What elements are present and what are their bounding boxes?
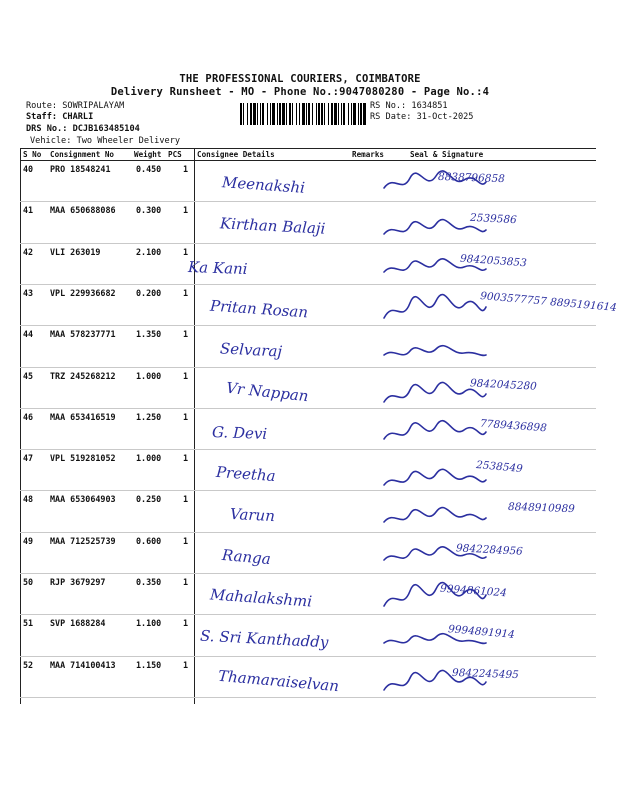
row-consignment-no: MAA 714100413 bbox=[50, 659, 116, 670]
barcode-bar bbox=[343, 103, 345, 125]
row-signature-handwriting: 9842245495 bbox=[451, 666, 520, 681]
barcode-bar bbox=[321, 103, 323, 125]
barcode-bar bbox=[316, 103, 317, 125]
rs-number: RS No.: 1634851 bbox=[370, 101, 448, 111]
barcode-bar bbox=[260, 103, 261, 125]
row-consignment-no: SVP 1688284 bbox=[50, 618, 106, 629]
row-consignment-no: VPL 229936682 bbox=[50, 287, 116, 298]
signature-stroke bbox=[384, 469, 486, 485]
barcode-bar bbox=[363, 103, 366, 125]
row-sno: 52 bbox=[23, 659, 34, 670]
barcode-bar bbox=[324, 103, 325, 125]
barcode-bar bbox=[289, 103, 291, 125]
row-weight: 0.300 bbox=[136, 205, 162, 216]
row-pcs: 1 bbox=[183, 287, 189, 298]
row-consignment-no: MAA 650688086 bbox=[50, 205, 116, 216]
row-weight: 0.200 bbox=[136, 287, 162, 298]
barcode-bar bbox=[338, 103, 339, 125]
barcode bbox=[240, 103, 366, 125]
row-signature-handwriting: 2539586 bbox=[469, 212, 518, 227]
row-sno: 40 bbox=[23, 164, 34, 174]
barcode-bar bbox=[299, 103, 300, 125]
signature-scribble bbox=[380, 416, 490, 448]
row-weight: 1.150 bbox=[136, 659, 162, 670]
row-consignee-handwriting: Varun bbox=[229, 505, 276, 526]
row-consignee-handwriting: Vr Nappan bbox=[225, 378, 310, 405]
col-header-pcs: PCS bbox=[168, 150, 182, 159]
barcode-bar bbox=[296, 103, 297, 125]
row-sno: 41 bbox=[23, 205, 34, 216]
row-weight: 1.000 bbox=[136, 453, 162, 464]
row-weight: 0.350 bbox=[136, 577, 162, 587]
col-header-seal: Seal & Signature bbox=[410, 150, 484, 159]
row-weight: 0.600 bbox=[136, 535, 162, 546]
row-weight: 1.250 bbox=[136, 411, 162, 422]
row-consignment-no: MAA 578237771 bbox=[50, 329, 116, 340]
row-consignee-handwriting: Kirthan Balaji bbox=[219, 214, 326, 239]
barcode-bar bbox=[247, 103, 248, 125]
row-signature-handwriting: 8838796858 bbox=[437, 170, 506, 186]
row-divider bbox=[20, 614, 596, 615]
barcode-bar bbox=[270, 103, 271, 125]
barcode-bar bbox=[286, 103, 287, 125]
row-sno: 45 bbox=[23, 370, 34, 381]
row-pcs: 1 bbox=[183, 329, 189, 340]
row-consignee-handwriting: Thamaraiselvan bbox=[217, 666, 340, 695]
row-pcs: 1 bbox=[183, 411, 189, 422]
signature-stroke bbox=[384, 508, 486, 522]
row-weight: 0.250 bbox=[136, 494, 162, 505]
company-title: THE PROFESSIONAL COURIERS, COIMBATORE bbox=[179, 73, 421, 85]
row-signature-handwriting: 9842045280 bbox=[469, 376, 538, 393]
vehicle-label: Vehicle: Two Wheeler Delivery bbox=[30, 136, 181, 146]
row-divider bbox=[20, 449, 596, 450]
row-consignment-no: MAA 712525739 bbox=[50, 535, 116, 546]
row-divider bbox=[20, 284, 596, 285]
row-divider bbox=[20, 573, 596, 574]
barcode-bar bbox=[272, 103, 275, 125]
row-divider bbox=[20, 201, 596, 202]
row-signature-handwriting: 7789436898 bbox=[479, 417, 548, 435]
barcode-bar bbox=[257, 103, 258, 125]
row-weight: 1.100 bbox=[136, 618, 162, 629]
signature-stroke bbox=[384, 420, 486, 438]
barcode-bar bbox=[353, 103, 356, 125]
row-pcs: 1 bbox=[183, 453, 189, 464]
rs-date: RS Date: 31-Oct-2025 bbox=[370, 112, 474, 122]
row-consignment-no: TRZ 245268212 bbox=[50, 370, 116, 381]
row-consignee-handwriting: S. Sri Kanthaddy bbox=[199, 626, 329, 652]
row-divider bbox=[20, 408, 596, 409]
row-consignment-no: MAA 653064903 bbox=[50, 494, 116, 505]
barcode-bar bbox=[277, 103, 278, 125]
barcode-bar bbox=[308, 103, 310, 125]
row-sno: 51 bbox=[23, 618, 34, 629]
table-header-rule bbox=[20, 160, 596, 161]
row-divider bbox=[20, 532, 596, 533]
table-top-rule bbox=[20, 148, 596, 149]
row-consignee-handwriting: Meenakshi bbox=[221, 173, 306, 197]
staff-label: Staff: CHARLI bbox=[26, 112, 94, 122]
signature-stroke bbox=[384, 346, 486, 356]
row-sno: 47 bbox=[23, 453, 34, 464]
row-consignee-handwriting: Ka Kani bbox=[187, 257, 248, 278]
drs-number: DRS No.: DCJB163485104 bbox=[26, 124, 140, 134]
row-consignment-no: VPL 519281052 bbox=[50, 453, 116, 464]
row-divider bbox=[20, 490, 596, 491]
row-consignee-handwriting: Pritan Rosan bbox=[209, 296, 309, 322]
route-label: Route: SOWRIPALAYAM bbox=[26, 101, 125, 111]
row-weight: 1.000 bbox=[136, 370, 162, 381]
row-pcs: 1 bbox=[183, 370, 189, 381]
barcode-bar bbox=[306, 103, 307, 125]
row-sno: 42 bbox=[23, 246, 34, 257]
row-divider bbox=[20, 243, 596, 244]
barcode-bar bbox=[341, 103, 342, 125]
barcode-bar bbox=[358, 103, 359, 125]
row-signature-handwriting: 2538549 bbox=[475, 459, 524, 476]
row-sno: 50 bbox=[23, 577, 34, 587]
signature-scribble bbox=[380, 292, 490, 324]
barcode-bar bbox=[328, 103, 329, 125]
col-header-consignment: Consignment No bbox=[50, 150, 115, 159]
row-divider bbox=[20, 697, 596, 698]
row-consignee-handwriting: Mahalakshmi bbox=[209, 585, 313, 611]
barcode-bar bbox=[240, 103, 242, 125]
row-sno: 44 bbox=[23, 329, 34, 340]
barcode-bar bbox=[312, 103, 313, 125]
row-pcs: 1 bbox=[183, 164, 189, 174]
signature-scribble bbox=[380, 498, 490, 530]
row-consignment-no: VLI 263019 bbox=[50, 246, 101, 257]
row-signature-handwriting: 9994861024 bbox=[439, 582, 508, 600]
table-left-border bbox=[20, 148, 21, 704]
row-consignee-handwriting: Preetha bbox=[215, 463, 277, 486]
row-sno: 46 bbox=[23, 411, 34, 422]
row-weight: 0.450 bbox=[136, 164, 162, 174]
signature-stroke bbox=[384, 294, 486, 317]
barcode-bar bbox=[360, 103, 362, 125]
row-weight: 1.350 bbox=[136, 329, 162, 340]
row-pcs: 1 bbox=[183, 618, 189, 629]
row-pcs: 1 bbox=[183, 246, 189, 257]
row-pcs: 1 bbox=[183, 535, 189, 546]
row-sno: 49 bbox=[23, 535, 34, 546]
row-signature-handwriting: 9842284956 bbox=[455, 541, 524, 558]
barcode-bar bbox=[302, 103, 305, 125]
row-consignee-handwriting: Selvaraj bbox=[219, 339, 283, 361]
row-divider bbox=[20, 656, 596, 657]
barcode-bar bbox=[292, 103, 293, 125]
barcode-bar bbox=[253, 103, 256, 125]
col-header-sno: S No bbox=[23, 150, 42, 159]
row-weight: 2.100 bbox=[136, 246, 162, 257]
row-consignee-handwriting: G. Devi bbox=[211, 422, 268, 443]
col-header-consignee: Consignee Details bbox=[197, 150, 275, 159]
row-pcs: 1 bbox=[183, 659, 189, 670]
barcode-bar bbox=[282, 103, 285, 125]
row-consignee-handwriting: Ranga bbox=[221, 545, 272, 568]
runsheet-subtitle: Delivery Runsheet - MO - Phone No.:9047080280 - Page No.:4 bbox=[110, 86, 490, 98]
col-header-weight: Weight bbox=[134, 150, 162, 159]
row-consignment-no: MAA 653416519 bbox=[50, 411, 116, 422]
row-consignment-no: RJP 3679297 bbox=[50, 577, 106, 587]
barcode-bar bbox=[334, 103, 337, 125]
barcode-bar bbox=[348, 103, 349, 125]
col-header-remarks: Remarks bbox=[352, 150, 385, 159]
row-signature-handwriting: 8848910989 bbox=[507, 501, 576, 516]
barcode-bar bbox=[318, 103, 320, 125]
row-divider bbox=[20, 367, 596, 368]
barcode-bar bbox=[331, 103, 333, 125]
row-consignment-no: PRO 18548241 bbox=[50, 164, 111, 174]
row-pcs: 1 bbox=[183, 205, 189, 216]
barcode-bar bbox=[279, 103, 281, 125]
row-sno: 48 bbox=[23, 494, 34, 505]
barcode-bar bbox=[267, 103, 268, 125]
table-divider bbox=[194, 148, 195, 704]
row-pcs: 1 bbox=[183, 577, 189, 587]
signature-scribble bbox=[380, 333, 490, 365]
row-sno: 43 bbox=[23, 287, 34, 298]
signature-scribble bbox=[380, 457, 490, 489]
barcode-bar bbox=[262, 103, 264, 125]
barcode-bar bbox=[351, 103, 352, 125]
row-signature-handwriting: 9003577757 8895191614 bbox=[479, 289, 617, 314]
barcode-bar bbox=[243, 103, 244, 125]
row-signature-handwriting: 9994891914 bbox=[447, 623, 516, 642]
row-divider bbox=[20, 325, 596, 326]
barcode-bar bbox=[250, 103, 252, 125]
row-pcs: 1 bbox=[183, 494, 189, 505]
row-signature-handwriting: 9842053853 bbox=[459, 252, 528, 269]
